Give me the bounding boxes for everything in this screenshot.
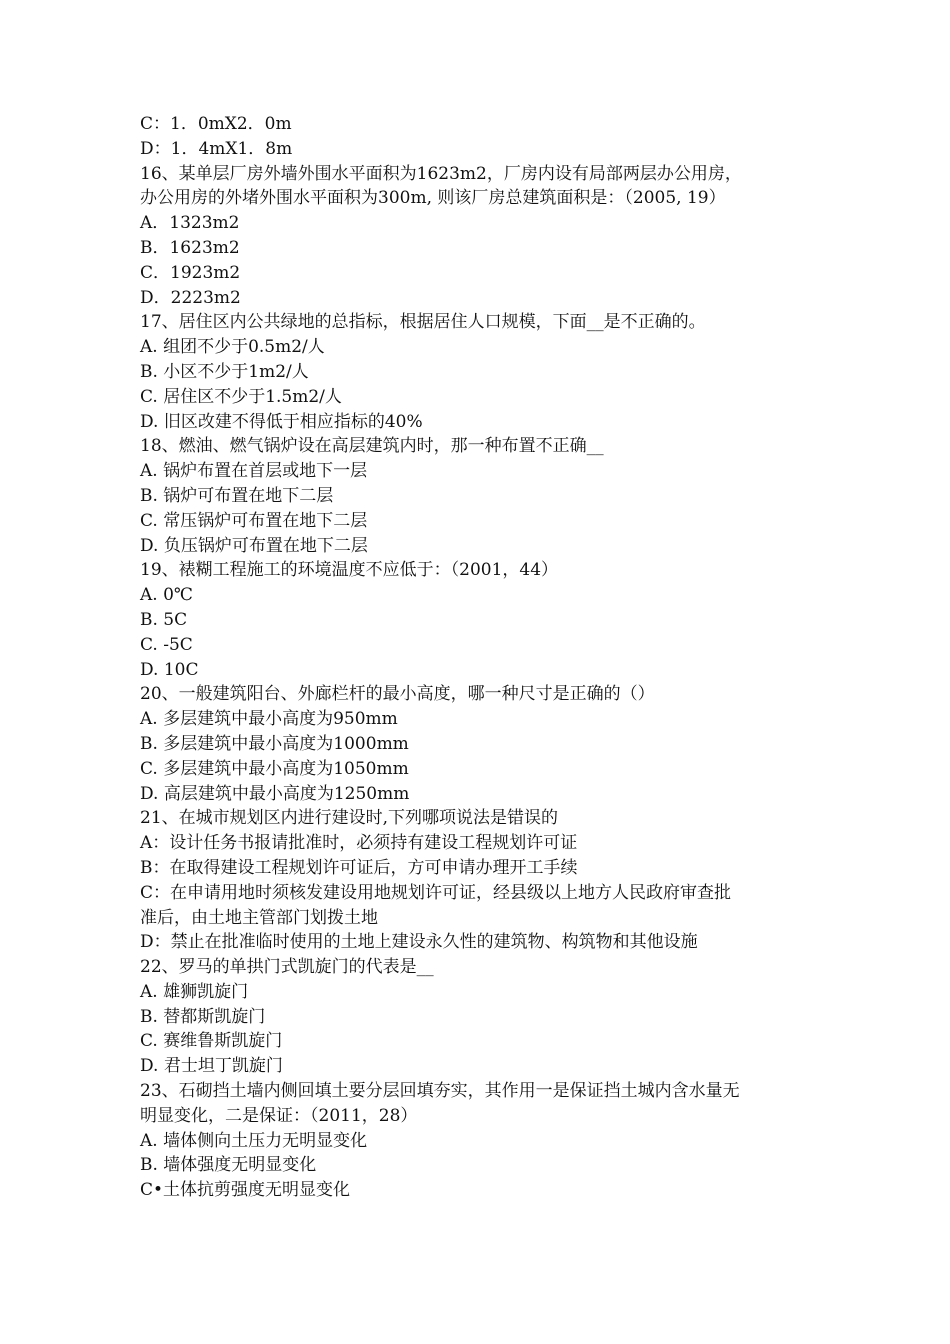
option-line: A．1323m2	[140, 213, 240, 234]
document-body	[140, 112, 820, 1203]
option-line: C. 常压锅炉可布置在地下二层	[140, 510, 368, 531]
option-line: C．1923m2	[140, 262, 241, 283]
question-21-line: 21、在城市规划区内进行建设时,下列哪项说法是错误的	[140, 808, 559, 829]
text-line: 办公用房的外堵外围水平面积为300m, 则该厂房总建筑面积是：（2005, 19）	[140, 188, 726, 209]
option-line: B：在取得建设工程规划许可证后，方可申请办理开工手续	[140, 857, 578, 878]
option-line: D. 高层建筑中最小高度为1250mm	[140, 783, 410, 804]
option-line: C. -5C	[140, 634, 193, 655]
option-line: B. 小区不少于1m2/人	[140, 361, 309, 382]
question-20-line: 20、一般建筑阳台、外廊栏杆的最小高度，哪一种尺寸是正确的（）	[140, 684, 655, 705]
option-line: B. 5C	[140, 609, 188, 630]
option-line: D. 旧区改建不得低于相应指标的40%	[140, 411, 423, 432]
option-line: C. 多层建筑中最小高度为1050mm	[140, 758, 409, 779]
option-line: C. 赛维鲁斯凯旋门	[140, 1031, 283, 1052]
question-19-line: 19、裱糊工程施工的环境温度不应低于：（2001，44）	[140, 560, 559, 581]
text-line: 明显变化，二是保证：（2011，28）	[140, 1105, 418, 1126]
option-line: D. 君士坦丁凯旋门	[140, 1056, 283, 1077]
option-line: A. 多层建筑中最小高度为950mm	[140, 709, 398, 730]
option-line: A. 锅炉布置在首层或地下一层	[140, 461, 368, 482]
text-line: 准后，由土地主管部门划拨土地	[140, 907, 378, 928]
option-line: C•土体抗剪强度无明显变化	[140, 1180, 351, 1201]
option-line: D：禁止在批准临时使用的土地上建设永久性的建筑物、构筑物和其他设施	[140, 932, 698, 953]
option-line: A：设计任务书报请批准时，必须持有建设工程规划许可证	[140, 833, 578, 854]
option-line: A. 组团不少于0.5m2/人	[140, 337, 325, 358]
option-line: A. 墙体侧向土压力无明显变化	[140, 1130, 368, 1151]
option-line: D. 负压锅炉可布置在地下二层	[140, 535, 368, 556]
option-line: A. 雄狮凯旋门	[140, 981, 249, 1002]
option-line: B. 锅炉可布置在地下二层	[140, 485, 334, 506]
option-line: B. 墙体强度无明显变化	[140, 1155, 317, 1176]
question-18-line: 18、燃油、燃气锅炉设在高层建筑内时，那一种布置不正确__	[140, 436, 604, 457]
option-line: B. 替都斯凯旋门	[140, 1006, 266, 1027]
option-line: D．2223m2	[140, 287, 241, 308]
question-16-line: 16、某单层厂房外墙外围水平面积为1623m2，厂房内设有局部两层办公用房，	[140, 163, 742, 184]
text-line: D：1．4mX1．8m	[140, 138, 293, 159]
question-22-line: 22、罗马的单拱门式凯旋门的代表是__	[140, 957, 434, 978]
text-line: C：1．0mX2．0m	[140, 114, 292, 134]
option-line: D. 10C	[140, 659, 199, 680]
option-line: B．1623m2	[140, 237, 240, 258]
option-line: B. 多层建筑中最小高度为1000mm	[140, 733, 409, 754]
question-17-line: 17、居住区内公共绿地的总指标，根据居住人口规模，下面__是不正确的。	[140, 312, 706, 333]
question-23-line: 23、石砌挡土墙内侧回填土要分层回填夯实，其作用一是保证挡土城内含水量无	[140, 1081, 740, 1102]
option-line: C. 居住区不少于1.5m2/人	[140, 386, 342, 407]
option-line: A. 0℃	[140, 585, 193, 606]
option-line: C：在申请用地时须核发建设用地规划许可证，经县级以上地方人民政府审查批	[140, 882, 732, 903]
